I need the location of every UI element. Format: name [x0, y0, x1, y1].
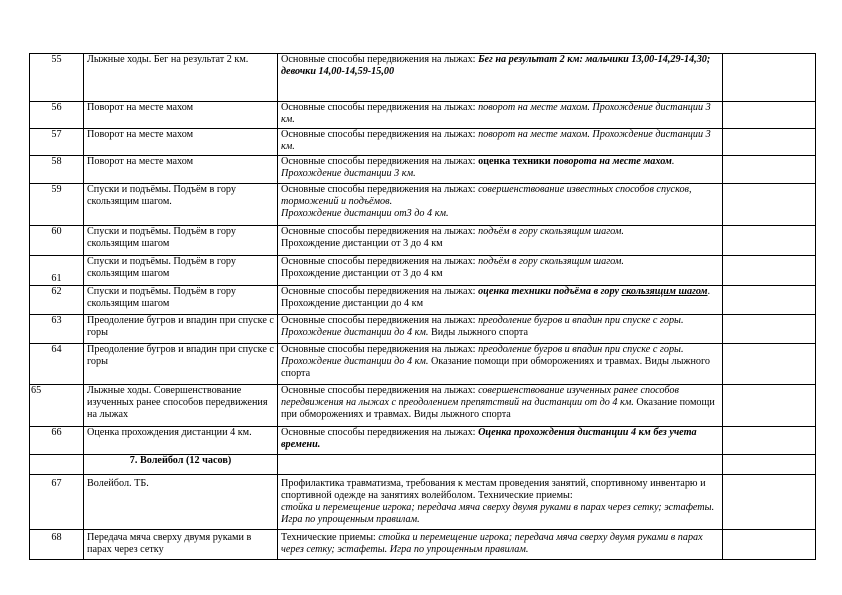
- table-row: [30, 156, 816, 184]
- content-text: Прохождение дистанции от 3 до 4 км: [281, 268, 443, 280]
- empty-cell: [723, 102, 816, 129]
- table-row: [30, 256, 816, 286]
- lesson-number: 65: [30, 385, 84, 427]
- content-text: Прохождение дистанции от 3 до 4 км: [281, 238, 443, 250]
- section-title: 7. Волейбол (12 часов): [84, 455, 278, 475]
- content-text: Основные способы передвижения на лыжах:: [281, 226, 479, 237]
- content-text: Основные способы передвижения на лыжах:: [281, 427, 479, 438]
- table-row: [30, 385, 816, 427]
- empty-cell: [723, 344, 816, 385]
- lesson-number: 63: [30, 315, 84, 344]
- empty-cell: [723, 475, 816, 530]
- content-bold-italic: Оценка прохождения дистанции 4 км без учета времени.: [281, 427, 697, 451]
- content-text: Основные способы передвижения на лыжах:: [281, 102, 479, 113]
- table-row: [30, 427, 816, 455]
- lesson-content: [278, 129, 723, 156]
- lesson-content: [278, 385, 723, 427]
- lesson-content: [278, 54, 723, 102]
- lesson-number: 55: [30, 54, 84, 102]
- lesson-topic: Передача мяча сверху двумя руками в парах через сетку: [84, 530, 278, 560]
- lesson-content: [278, 256, 723, 286]
- lesson-number: 56: [30, 102, 84, 129]
- lesson-plan-table: [29, 53, 816, 560]
- table-row: [30, 54, 816, 102]
- content-italic: совершенствование известных способов спусков, торможений и подъёмов.: [281, 184, 692, 208]
- empty-cell: [723, 54, 816, 102]
- empty-cell: [723, 385, 816, 427]
- lesson-number: 61: [30, 256, 84, 286]
- content-text: Профилактика травматизма, требования к местам проведения занятий, спортивному инвентарю и спортивной одежде на занятиях волейболом. Технические приемы:: [281, 478, 706, 502]
- section-row: [30, 455, 816, 475]
- content-italic: поворот на месте махом. Прохождение дистанции 3 км.: [281, 129, 711, 153]
- table-row: [30, 226, 816, 256]
- content-text: Оказание помощи при обморожениях и травмах. Виды лыжного спорта: [281, 397, 715, 421]
- lesson-number: 59: [30, 184, 84, 226]
- lesson-topic: Лыжные ходы. Совершенствование изученных ранее способов передвижения на лыжах: [84, 385, 278, 427]
- table-row: [30, 315, 816, 344]
- empty-cell: [30, 455, 84, 475]
- content-bold-italic: поворота на месте махом: [553, 156, 672, 167]
- empty-cell: [723, 455, 816, 475]
- empty-cell: [723, 315, 816, 344]
- lesson-topic: Волейбол. ТБ.: [84, 475, 278, 530]
- content-text: . Прохождение дистанции до 4 км: [281, 286, 711, 310]
- content-text: Основные способы передвижения на лыжах:: [281, 129, 479, 140]
- lesson-number: 62: [30, 286, 84, 315]
- table-row: [30, 530, 816, 560]
- content-italic: стойка и перемещение игрока; передача мяча сверху двумя руками в парах через сетку; эстафеты. Игра по упрощенным правилам.: [281, 502, 715, 526]
- empty-cell: [723, 530, 816, 560]
- table-row: [30, 344, 816, 385]
- lesson-content: [278, 427, 723, 455]
- lesson-topic: Спуски и подъёмы. Подъём в гору скользящим шагом: [84, 286, 278, 315]
- content-text: Виды лыжного спорта: [428, 327, 528, 339]
- lesson-topic: Преодоление бугров и впадин при спуске с горы: [84, 315, 278, 344]
- lesson-topic: Лыжные ходы. Бег на результат 2 км.: [84, 54, 278, 102]
- content-italic: преодоление бугров и впадин при спуске с горы. Прохождение дистанции до 4 км.: [281, 344, 684, 368]
- table-row: [30, 286, 816, 315]
- content-italic: подъём в гору скользящим шагом.: [478, 256, 624, 267]
- content-italic: поворот на месте махом. Прохождение дистанции 3 км.: [281, 102, 711, 126]
- lesson-number: 67: [30, 475, 84, 530]
- content-text: Основные способы передвижения на лыжах:: [281, 286, 479, 297]
- content-bold: оценка техники: [478, 156, 554, 167]
- lesson-topic: Поворот на месте махом: [84, 156, 278, 184]
- empty-cell: [278, 455, 723, 475]
- content-italic: преодоление бугров и впадин при спуске с горы. Прохождение дистанции до 4 км.: [281, 315, 684, 339]
- empty-cell: [723, 256, 816, 286]
- empty-cell: [723, 226, 816, 256]
- lesson-topic: Спуски и подъёмы. Подъём в гору скользящим шагом: [84, 226, 278, 256]
- content-text: Оказание помощи при обморожениях и травмах. Виды лыжного спорта: [281, 356, 711, 380]
- content-bold-italic: Бег на результат 2 км: мальчики 13,00-14,29-14,30; девочки 14,00-14,59-15,00: [281, 54, 711, 78]
- empty-cell: [723, 129, 816, 156]
- lesson-topic: Преодоление бугров и впадин при спуске с горы: [84, 344, 278, 385]
- lesson-content: [278, 315, 723, 344]
- lesson-topic: Поворот на месте махом: [84, 129, 278, 156]
- lesson-content: [278, 286, 723, 315]
- lesson-number: 57: [30, 129, 84, 156]
- lesson-number: 60: [30, 226, 84, 256]
- table-row: [30, 184, 816, 226]
- table-row: [30, 475, 816, 530]
- table-row: [30, 129, 816, 156]
- content-text: Основные способы передвижения на лыжах:: [281, 256, 479, 267]
- table-row: [30, 102, 816, 129]
- lesson-topic: Поворот на месте махом: [84, 102, 278, 129]
- content-text: Основные способы передвижения на лыжах:: [281, 184, 479, 195]
- content-italic: подъём в гору скользящим шагом.: [478, 226, 624, 237]
- lesson-content: [278, 226, 723, 256]
- empty-cell: [723, 156, 816, 184]
- lesson-content: [278, 475, 723, 530]
- lesson-content: [278, 102, 723, 129]
- content-italic: . Прохождение дистанции 3 км.: [281, 156, 675, 180]
- empty-cell: [723, 286, 816, 315]
- content-italic: совершенствование изученных ранее способов передвижения на лыжах с преодолением препятствий на дистанции от до 4 км.: [281, 385, 679, 409]
- lesson-content: [278, 156, 723, 184]
- lesson-number: 64: [30, 344, 84, 385]
- lesson-topic: Спуски и подъёмы. Подъём в гору скользящим шагом.: [84, 184, 278, 226]
- lesson-content: [278, 344, 723, 385]
- lesson-content: [278, 530, 723, 560]
- content-bold-underlined: скользящим шагом: [621, 286, 708, 297]
- content-text: Основные способы передвижения на лыжах:: [281, 54, 479, 65]
- lesson-number: 66: [30, 427, 84, 455]
- empty-cell: [723, 427, 816, 455]
- lesson-number: 58: [30, 156, 84, 184]
- content-text: Технические приемы:: [281, 532, 379, 543]
- content-text: Основные способы передвижения на лыжах:: [281, 344, 479, 355]
- lesson-topic: Спуски и подъёмы. Подъём в гору скользящим шагом: [84, 256, 278, 286]
- content-bold-italic: оценка техники подъёма в гору: [478, 286, 622, 297]
- lesson-content: [278, 184, 723, 226]
- content-text: Основные способы передвижения на лыжах:: [281, 156, 479, 167]
- lesson-topic: Оценка прохождения дистанции 4 км.: [84, 427, 278, 455]
- content-text: Основные способы передвижения на лыжах:: [281, 385, 479, 396]
- content-text: Основные способы передвижения на лыжах:: [281, 315, 479, 326]
- empty-cell: [723, 184, 816, 226]
- content-italic: стойка и перемещение игрока; передача мяча сверху двумя руками в парах через сетку; эстафеты. Игра по упрощенным правилам.: [281, 532, 703, 556]
- lesson-number: 68: [30, 530, 84, 560]
- content-italic: Прохождение дистанции от3 до 4 км.: [281, 208, 449, 220]
